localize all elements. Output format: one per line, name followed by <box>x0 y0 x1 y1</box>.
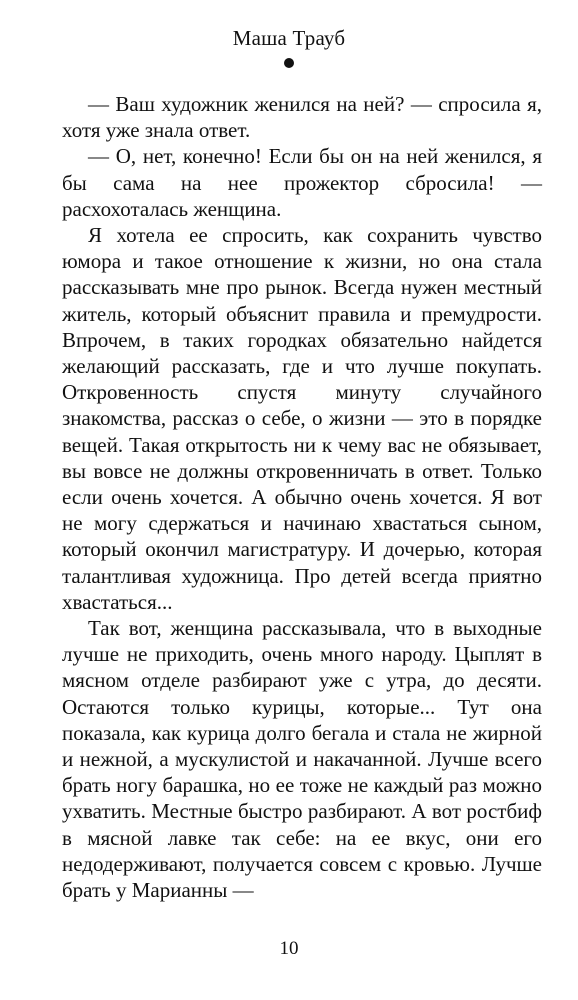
paragraph: Так вот, женщина рассказывала, что в выходные лучше не приходить, очень много народу. Цыплят в мясном отделе разбирают уже с утра, до десяти. Остаются только курицы, которые... Тут она показала, как курица долго бегала и стала не жирной и нежной, а мускулистой и накачанной. Лучше всего брать ногу барашка, но ее тоже не каждый раз можно ухватить. Местные быстро разбирают. А вот ростбиф в мясной лавке так себе: на ее вкус, они его недодерживают, получается совсем с кровью. Лучше брать у Марианны — <box>62 616 542 903</box>
paragraph: — О, нет, конечно! Если бы он на ней женился, я бы сама на нее прожектор сбросила! — расхохоталась женщина. <box>62 144 542 221</box>
header-bullet-ornament <box>284 58 294 68</box>
running-head-author: Маша Трауб <box>232 26 346 50</box>
page-number: 10 <box>279 938 299 959</box>
page-body <box>62 91 542 903</box>
paragraph: — Ваш художник женился на ней? — спросила я, хотя уже знала ответ. <box>62 92 542 143</box>
paragraph: Я хотела ее спросить, как сохранить чувство юмора и такое отношение к жизни, но она стала рассказывать мне про рынок. Всегда нужен местный житель, который объяснит правила и премудрости. Впрочем, в таких городках обязательно найдется желающий рассказать, где и что лучше покупать. Откровенность спустя минуту случайного знакомства, рассказ о себе, о жизни — это в порядке вещей. Такая открытость ни к чему вас не обязывает, вы вовсе не должны откровенничать в ответ. Только если очень хочется. А обычно очень хочется. Я вот не могу сдержаться и начинаю хвастаться сыном, который окончил магистратуру. И дочерью, которая талантливая художница. Про детей всегда приятно хвастаться... <box>62 223 542 614</box>
